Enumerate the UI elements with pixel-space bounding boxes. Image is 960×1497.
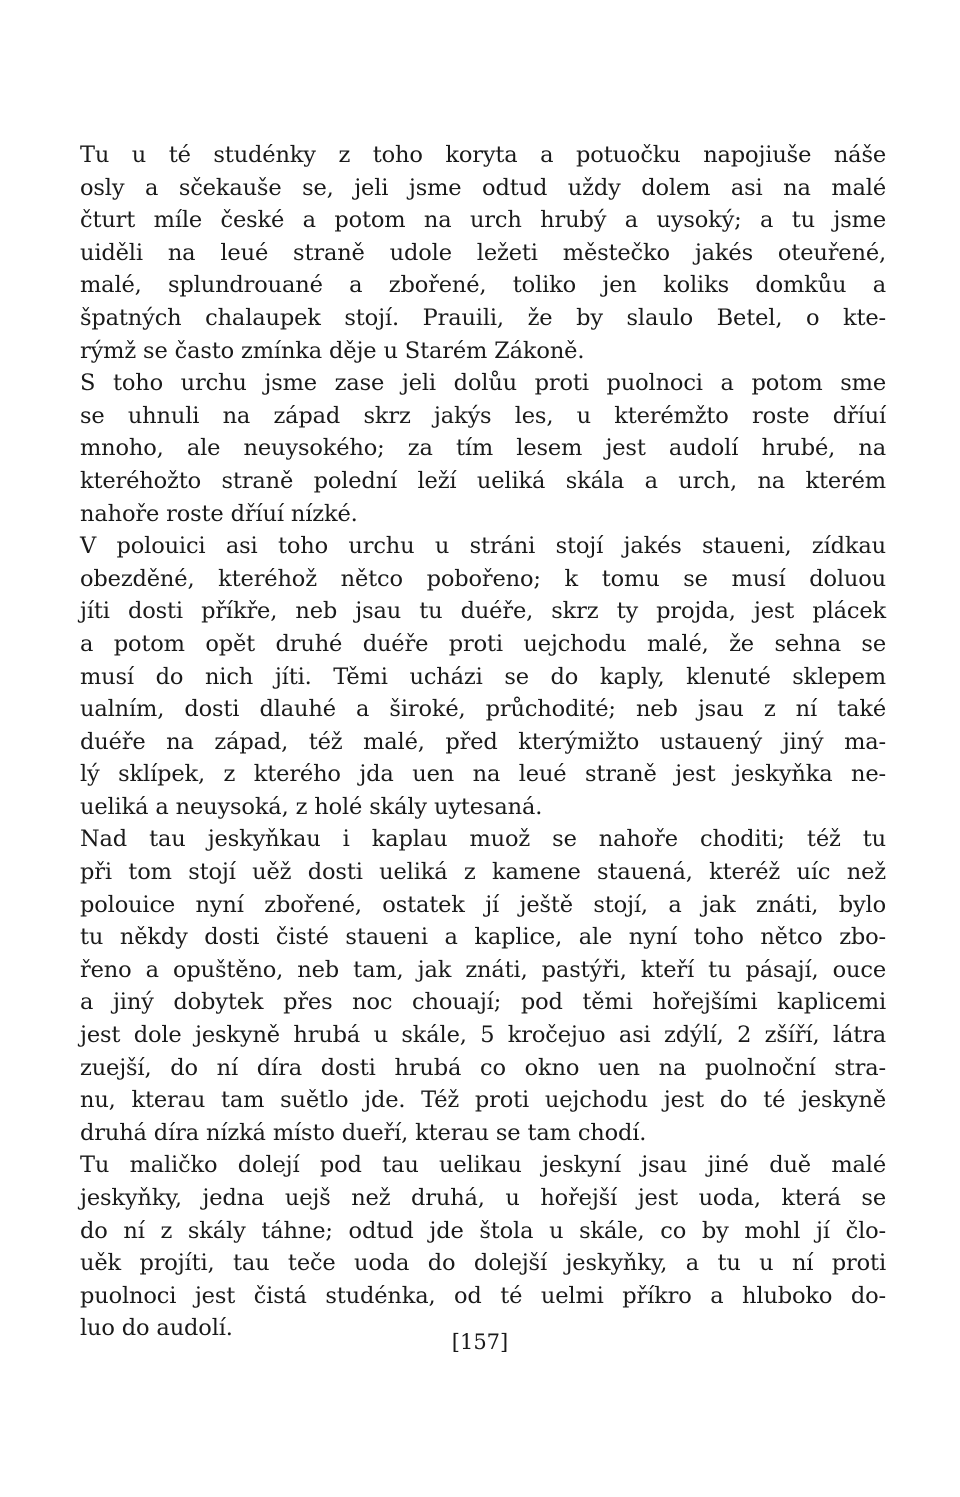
text-line: jeskyňky, jedna uejš než druhá, u hořejší jest uoda, která se [80, 1185, 886, 1211]
text-line: polouice nyní zbořené, ostatek jí ještě stojí, a jak znáti, bylo [80, 891, 886, 918]
text-line: při tom stojí uěž dosti ueliká z kamene stauená, kteréž uíc než [80, 859, 886, 886]
text-line: se uhnuli na západ skrz jakýs les, u kterémžto roste dříuí [80, 402, 886, 429]
text-line: Nad tau jeskyňkau i kaplau muož se nahoře choditi; též tu [80, 826, 886, 853]
text-line: osly a sčekauše se, jeli jsme odtud uždy dolem asi na malé [80, 174, 886, 201]
text-line: duéře na západ, též malé, před kterýmižto ustauený jiný ma- [80, 728, 886, 755]
text-line: špatných chalaupek stojí. Prauili, že by slaulo Betel, o kte- [80, 304, 886, 331]
text-line: zuejší, do ní díra dosti hrubá co okno uen na puolnoční stra- [80, 1054, 886, 1081]
text-line: jíti dosti příkře, neb jsau tu duéře, skrz ty projda, jest plácek [80, 598, 886, 625]
text-line: nahoře roste dříuí nízké. [80, 500, 358, 527]
text-line: a potom opět druhé duéře proti uejchodu malé, že sehna se [80, 630, 886, 657]
text-line: S toho urchu jsme zase jeli dolůu proti puolnoci a potom sme [80, 370, 886, 397]
paragraph [80, 367, 886, 530]
text-line: mnoho, ale neuysokého; za tím lesem jest audolí hrubé, na [80, 435, 886, 462]
text-line: Tu u té studénky z toho koryta a potuočku napojiuše náše [80, 142, 886, 168]
text-line: kteréhožto straně polední leží ueliká skála a urch, na kterém [80, 467, 886, 494]
text-line: obezděné, kteréhož nětco pobořeno; k tomu se musí doluou [80, 565, 886, 592]
paragraph [80, 823, 886, 1149]
text-line: do ní z skály táhne; odtud jde štola u skále, co by mohl jí člo- [80, 1217, 886, 1244]
text-line: musí do nich jíti. Těmi ucházi se do kaply, klenuté sklepem [80, 663, 886, 690]
text-line: jest dole jeskyně hrubá u skále, 5 kročejuo asi zdýlí, 2 zšíří, látra [80, 1022, 886, 1049]
text-line: nu, kterau tam suětlo jde. Též proti uejchodu jest do té jeskyně [80, 1087, 886, 1114]
text-line: Tu maličko dolejí pod tau uelikau jeskyní jsau jiné duě malé [80, 1152, 886, 1179]
text-line: lý sklípek, z kterého jda uen na leué straně jest jeskyňka ne- [80, 761, 886, 788]
text-line: uěk projíti, tau teče uoda do dolejší jeskyňky, a tu u ní proti [80, 1250, 886, 1277]
text-line: luo do audolí. [80, 1315, 233, 1342]
paragraph [80, 530, 886, 823]
text-line: rýmž se často zmínka děje u Starém Zákoně. [80, 337, 585, 364]
text-line: čturt míle české a potom na urch hrubý a uysoký; a tu jsme [80, 207, 886, 234]
text-line: puolnoci jest čistá studénka, od té uelmi příkro a hluboko do- [80, 1282, 886, 1309]
paragraph [80, 1149, 886, 1345]
body-text [80, 139, 886, 1345]
page-number: [157] [451, 1330, 509, 1354]
text-line: ueliká a neuysoká, z holé skály uytesaná. [80, 793, 543, 820]
text-line: V polouici asi toho urchu u stráni stojí jakés staueni, zídkau [80, 533, 886, 560]
paragraph [80, 139, 886, 367]
text-line: řeno a opuštěno, neb tam, jak znáti, pastýři, kteří tu pásají, ouce [80, 956, 886, 983]
text-line: ualním, dosti dlauhé a široké, průchodité; neb jsau z ní také [80, 696, 886, 723]
text-line: malé, splundrouané a zbořené, toliko jen koliks domkůu a [80, 272, 886, 299]
text-line: a jiný dobytek přes noc chouají; pod těmi hořejšími kaplicemi [80, 989, 886, 1016]
text-line: uiděli na leué straně udole ležeti městečko jakés oteuřené, [80, 239, 886, 266]
text-line: druhá díra nízká místo dueří, kterau se tam chodí. [80, 1119, 647, 1146]
text-line: tu někdy dosti čisté staueni a kaplice, ale nyní toho nětco zbo- [80, 924, 886, 951]
